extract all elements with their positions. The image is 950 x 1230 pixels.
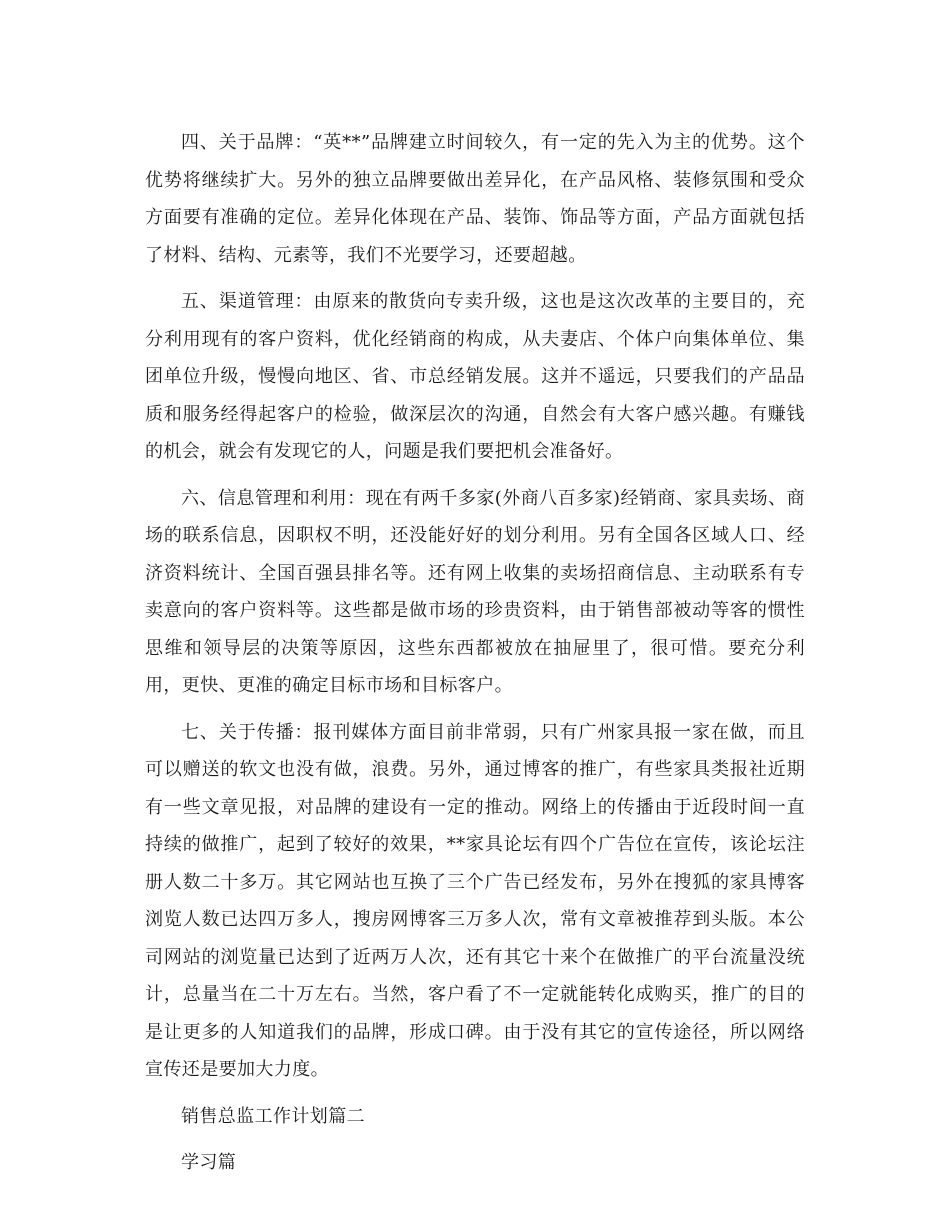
- paragraph-communication: 七、关于传播：报刊媒体方面目前非常弱，只有广州家具报一家在做，而且可以赠送的软文也没有做，浪费。另外，通过博客的推广，有些家具类报社近期有一些文章见报，对品牌的建设有一定的推动。网络上的传播由于近段时间一直持续的做推广，起到了较好的效果，**家具论坛有四个广告位在宣传，该论坛注册人数二十多万。其它网站也互换了三个广告已经发布，另外在搜狐的家具博客浏览人数已达四万多人，搜房网博客三万多人次，常有文章被推荐到头版。本公司网站的浏览量已达到了近两万人次，还有其它十来个在做推广的平台流量没统计，总量当在二十万左右。当然，客户看了不一定就能转化成购买，推广的目的是让更多的人知道我们的品牌，形成口碑。由于没有其它的宣传途径，所以网络宣传还是要加大力度。: [145, 721, 805, 1080]
- document-body: [145, 124, 805, 1191]
- subsection-title: 学习篇: [181, 1152, 237, 1173]
- paragraph-information-management: 六、信息管理和利用：现在有两千多家(外商八百多家)经销商、家具卖场、商场的联系信息，因职权不明，还没能好好的划分利用。另有全国各区域人口、经济资料统计、全国百强县排名等。还有网上收集的卖场招商信息、主动联系有专卖意向的客户资料等。这些都是做市场的珍贵资料，由于销售部被动等客的惯性思维和领导层的决策等原因，这些东西都被放在抽屉里了，很可惜。要充分利用，更快、更准的确定目标市场和目标客户。: [145, 487, 805, 696]
- section-title: 销售总监工作计划篇二: [181, 1105, 365, 1127]
- paragraph-brand: 四、关于品牌：“英**”品牌建立时间较久，有一定的先入为主的优势。这个优势将继续扩大。另外的独立品牌要做出差异化，在产品风格、装修氛围和受众方面要有准确的定位。差异化体现在产品、装饰、饰品等方面，产品方面就包括了材料、结构、元素等，我们不光要学习，还要超越。: [145, 132, 805, 266]
- paragraph-channel-management: 五、渠道管理：由原来的散货向专卖升级，这也是这次改革的主要目的，充分利用现有的客户资料，优化经销商的构成，从夫妻店、个体户向集体单位、集团单位升级，慢慢向地区、省、市总经销发展。这并不遥远，只要我们的产品品质和服务经得起客户的检验，做深层次的沟通，自然会有大客户感兴趣。有赚钱的机会，就会有发现它的人，问题是我们要把机会准备好。: [145, 291, 805, 462]
